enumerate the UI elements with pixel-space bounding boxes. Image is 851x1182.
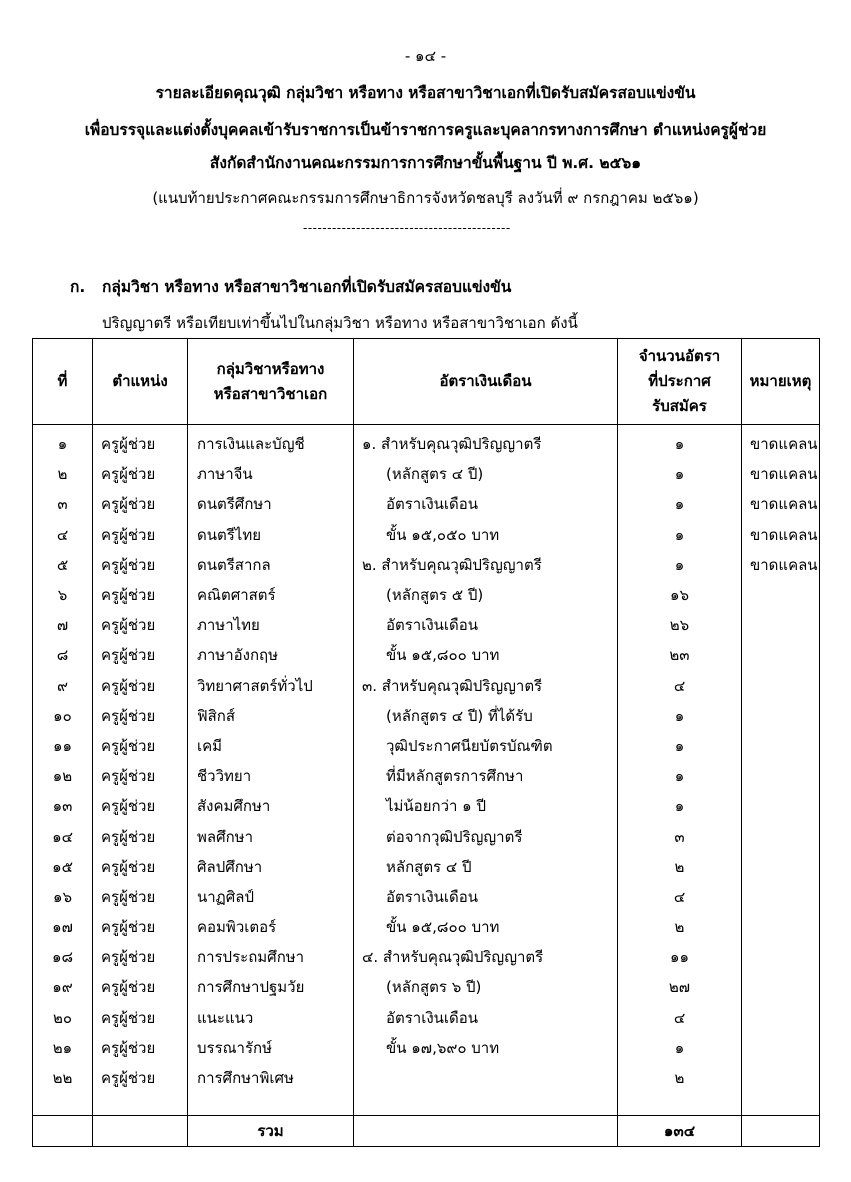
header-salary: อัตราเงินเดือน — [354, 339, 618, 425]
header-count-line-3: รับสมัคร — [652, 397, 707, 415]
row-note — [742, 731, 820, 761]
header-count-line-1: จำนวนอัตรา — [638, 347, 721, 365]
row-subject: ศิลปศึกษา — [188, 852, 354, 882]
row-position: ครูผู้ช่วย — [93, 425, 188, 460]
row-subject: ฟิสิกส์ — [188, 701, 354, 731]
table-row — [33, 731, 820, 761]
header-count — [618, 339, 742, 425]
row-no: ๒๐ — [33, 1003, 93, 1033]
row-subject: บรรณารักษ์ — [188, 1033, 354, 1063]
row-count: ๔ — [618, 1003, 742, 1033]
row-position: ครูผู้ช่วย — [93, 520, 188, 550]
row-count: ๑ — [618, 701, 742, 731]
row-count: ๔ — [618, 671, 742, 701]
row-position: ครูผู้ช่วย — [93, 459, 188, 489]
header-note: หมายเหตุ — [742, 339, 820, 425]
row-no: ๑๙ — [33, 972, 93, 1002]
row-position: ครูผู้ช่วย — [93, 882, 188, 912]
row-note — [742, 1063, 820, 1093]
table-body — [33, 425, 820, 1147]
row-note — [742, 972, 820, 1002]
attachment-note: (แนบท้ายประกาศคณะกรรมการศึกษาธิการจังหวัดชลบุรี ลงวันที่ ๙ กรกฎาคม ๒๕๖๑) — [152, 189, 699, 207]
row-subject: การเงินและบัญชี — [188, 425, 354, 460]
row-no: ๑๕ — [33, 852, 93, 882]
heading-line-2: เพื่อบรรจุและแต่งตั้งบุคคลเข้ารับราชการเป็นข้าราชการครูและบุคลากรทางการศึกษา ตำแหน่งครูผู้ช่วย — [84, 121, 767, 139]
row-position: ครูผู้ช่วย — [93, 731, 188, 761]
row-count: ๑๑ — [618, 942, 742, 972]
row-subject: คณิตศาสตร์ — [188, 580, 354, 610]
row-subject: คอมพิวเตอร์ — [188, 912, 354, 942]
row-salary: อัตราเงินเดือน — [354, 882, 618, 912]
row-note: ขาดแคลน — [742, 425, 820, 460]
row-count: ๑ — [618, 731, 742, 761]
row-subject: พลศึกษา — [188, 821, 354, 851]
row-salary — [354, 1063, 618, 1093]
page-number: - ๑๔ - — [404, 47, 447, 65]
section-subtitle: ปริญญาตรี หรือเทียบเท่าขึ้นไปในกลุ่มวิชา หรือทาง หรือสาขาวิชาเอก ดังนี้ — [102, 314, 578, 332]
row-position: ครูผู้ช่วย — [93, 671, 188, 701]
row-salary: ต่อจากวุฒิปริญญาตรี — [354, 821, 618, 851]
row-no: ๖ — [33, 580, 93, 610]
table-row — [33, 520, 820, 550]
row-salary: ๑. สำหรับคุณวุฒิปริญญาตรี — [354, 425, 618, 460]
row-subject: นาฏศิลป์ — [188, 882, 354, 912]
row-subject: การศึกษาปฐมวัย — [188, 972, 354, 1002]
section-title: กลุ่มวิชา หรือทาง หรือสาขาวิชาเอกที่เปิดรับสมัครสอบแข่งขัน — [102, 278, 512, 296]
header-subject-line-1: กลุ่มวิชาหรือทาง — [216, 359, 325, 378]
row-salary: วุฒิประกาศนียบัตรบัณฑิต — [354, 731, 618, 761]
row-salary: อัตราเงินเดือน — [354, 610, 618, 640]
row-position: ครูผู้ช่วย — [93, 912, 188, 942]
row-subject: เคมี — [188, 731, 354, 761]
row-note — [742, 640, 820, 670]
table-spacer-row — [33, 1093, 820, 1116]
row-salary: ไม่น้อยกว่า ๑ ปี — [354, 791, 618, 821]
row-note — [742, 1033, 820, 1063]
table-row — [33, 425, 820, 460]
table-row — [33, 1033, 820, 1063]
table-total-row — [33, 1116, 820, 1147]
row-subject: ดนตรีสากล — [188, 550, 354, 580]
row-salary: ขั้น ๑๕,๐๕๐ บาท — [354, 520, 618, 550]
row-salary: (หลักสูตร ๔ ปี) — [354, 459, 618, 489]
section-label: ก. — [70, 278, 86, 296]
row-count: ๑ — [618, 761, 742, 791]
total-count: ๑๓๔ — [618, 1116, 742, 1147]
row-position: ครูผู้ช่วย — [93, 1003, 188, 1033]
table-row — [33, 489, 820, 519]
row-position: ครูผู้ช่วย — [93, 852, 188, 882]
row-position: ครูผู้ช่วย — [93, 821, 188, 851]
row-no: ๑๒ — [33, 761, 93, 791]
row-no: ๑๐ — [33, 701, 93, 731]
row-subject: การประถมศึกษา — [188, 942, 354, 972]
row-note — [742, 912, 820, 942]
row-salary: ขั้น ๑๕,๘๐๐ บาท — [354, 640, 618, 670]
row-count: ๒๓ — [618, 640, 742, 670]
row-subject: สังคมศึกษา — [188, 791, 354, 821]
row-count: ๒ — [618, 1063, 742, 1093]
row-position: ครูผู้ช่วย — [93, 1063, 188, 1093]
table-row — [33, 972, 820, 1002]
row-note — [742, 610, 820, 640]
row-salary: หลักสูตร ๔ ปี — [354, 852, 618, 882]
row-note — [742, 580, 820, 610]
positions-table — [32, 338, 820, 1147]
row-note — [742, 882, 820, 912]
row-position: ครูผู้ช่วย — [93, 610, 188, 640]
row-note: ขาดแคลน — [742, 459, 820, 489]
row-no: ๘ — [33, 640, 93, 670]
row-subject: ดนตรีไทย — [188, 520, 354, 550]
row-subject: ภาษาจีน — [188, 459, 354, 489]
table-row — [33, 671, 820, 701]
row-salary: ๔. สำหรับคุณวุฒิปริญญาตรี — [354, 942, 618, 972]
table-row — [33, 701, 820, 731]
row-no: ๑๑ — [33, 731, 93, 761]
table-row — [33, 852, 820, 882]
row-count: ๑ — [618, 550, 742, 580]
row-count: ๑ — [618, 459, 742, 489]
header-no: ที่ — [33, 339, 93, 425]
row-note: ขาดแคลน — [742, 489, 820, 519]
total-label: รวม — [188, 1116, 354, 1147]
row-no: ๒๒ — [33, 1063, 93, 1093]
row-salary: ๒. สำหรับคุณวุฒิปริญญาตรี — [354, 550, 618, 580]
header-subject-line-2: หรือสาขาวิชาเอก — [213, 384, 328, 403]
row-count: ๒ — [618, 852, 742, 882]
row-count: ๒๖ — [618, 610, 742, 640]
row-salary: ที่มีหลักสูตรการศึกษา — [354, 761, 618, 791]
row-count: ๑ — [618, 791, 742, 821]
row-no: ๑๘ — [33, 942, 93, 972]
row-note — [742, 1003, 820, 1033]
table-row — [33, 821, 820, 851]
row-position: ครูผู้ช่วย — [93, 942, 188, 972]
table-row — [33, 640, 820, 670]
row-count: ๑ — [618, 520, 742, 550]
row-note: ขาดแคลน — [742, 520, 820, 550]
table-row — [33, 459, 820, 489]
row-no: ๒๑ — [33, 1033, 93, 1063]
row-note — [742, 671, 820, 701]
row-subject: วิทยาศาสตร์ทั่วไป — [188, 671, 354, 701]
row-note — [742, 942, 820, 972]
row-position: ครูผู้ช่วย — [93, 550, 188, 580]
row-count: ๒๗ — [618, 972, 742, 1002]
table-row — [33, 1003, 820, 1033]
row-no: ๔ — [33, 520, 93, 550]
row-salary: ขั้น ๑๗,๖๙๐ บาท — [354, 1033, 618, 1063]
row-note — [742, 791, 820, 821]
row-position: ครูผู้ช่วย — [93, 489, 188, 519]
row-no: ๕ — [33, 550, 93, 580]
row-salary: ขั้น ๑๕,๘๐๐ บาท — [354, 912, 618, 942]
row-subject: ดนตรีศึกษา — [188, 489, 354, 519]
table-row — [33, 1063, 820, 1093]
row-count: ๒ — [618, 912, 742, 942]
row-no: ๒ — [33, 459, 93, 489]
row-salary: (หลักสูตร ๖ ปี) — [354, 972, 618, 1002]
row-position: ครูผู้ช่วย — [93, 1033, 188, 1063]
row-position: ครูผู้ช่วย — [93, 640, 188, 670]
row-count: ๑ — [618, 425, 742, 460]
row-no: ๑๖ — [33, 882, 93, 912]
row-note — [742, 761, 820, 791]
heading-line-3: สังกัดสำนักงานคณะกรรมการการศึกษาขั้นพื้นฐาน ปี พ.ศ. ๒๕๖๑ — [209, 154, 642, 172]
row-position: ครูผู้ช่วย — [93, 761, 188, 791]
table-row — [33, 791, 820, 821]
row-count: ๑ — [618, 1033, 742, 1063]
row-no: ๑๗ — [33, 912, 93, 942]
row-salary: (หลักสูตร ๔ ปี) ที่ได้รับ — [354, 701, 618, 731]
row-no: ๓ — [33, 489, 93, 519]
row-position: ครูผู้ช่วย — [93, 580, 188, 610]
table-row — [33, 580, 820, 610]
table-row — [33, 912, 820, 942]
header-subject — [188, 339, 354, 425]
row-salary: ๓. สำหรับคุณวุฒิปริญญาตรี — [354, 671, 618, 701]
table-header-row — [33, 339, 820, 425]
row-subject: ชีววิทยา — [188, 761, 354, 791]
row-note — [742, 701, 820, 731]
row-subject: ภาษาอังกฤษ — [188, 640, 354, 670]
heading-line-1: รายละเอียดคุณวุฒิ กลุ่มวิชา หรือทาง หรือสาขาวิชาเอกที่เปิดรับสมัครสอบแข่งขัน — [155, 84, 696, 102]
row-position: ครูผู้ช่วย — [93, 701, 188, 731]
row-no: ๑๔ — [33, 821, 93, 851]
row-subject: การศึกษาพิเศษ — [188, 1063, 354, 1093]
table-row — [33, 610, 820, 640]
row-count: ๑๖ — [618, 580, 742, 610]
table-row — [33, 761, 820, 791]
row-note — [742, 821, 820, 851]
row-subject: แนะแนว — [188, 1003, 354, 1033]
table-row — [33, 550, 820, 580]
row-salary: อัตราเงินเดือน — [354, 1003, 618, 1033]
table-row — [33, 882, 820, 912]
row-count: ๔ — [618, 882, 742, 912]
header-position: ตำแหน่ง — [93, 339, 188, 425]
row-note: ขาดแคลน — [742, 550, 820, 580]
divider: ------------------------------------------- — [303, 221, 511, 235]
row-position: ครูผู้ช่วย — [93, 972, 188, 1002]
row-subject: ภาษาไทย — [188, 610, 354, 640]
row-no: ๑๓ — [33, 791, 93, 821]
section-heading — [70, 274, 511, 299]
row-count: ๓ — [618, 821, 742, 851]
row-note — [742, 852, 820, 882]
header-count-line-2: ที่ประกาศ — [648, 372, 711, 390]
table-row — [33, 942, 820, 972]
row-salary: อัตราเงินเดือน — [354, 489, 618, 519]
row-no: ๙ — [33, 671, 93, 701]
row-no: ๗ — [33, 610, 93, 640]
row-position: ครูผู้ช่วย — [93, 791, 188, 821]
row-count: ๑ — [618, 489, 742, 519]
row-salary: (หลักสูตร ๕ ปี) — [354, 580, 618, 610]
row-no: ๑ — [33, 425, 93, 460]
